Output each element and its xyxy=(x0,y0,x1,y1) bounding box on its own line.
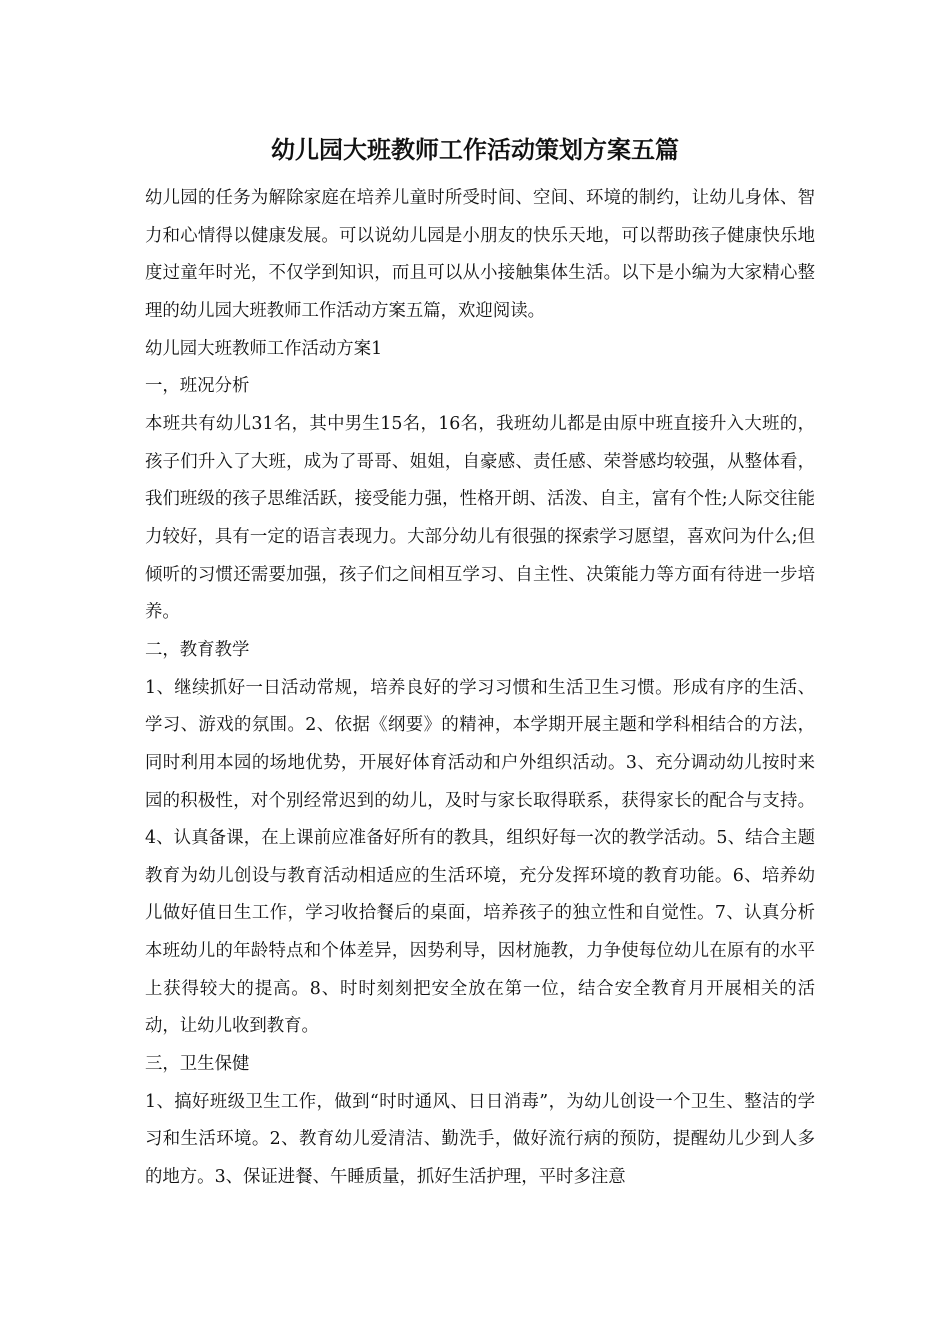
health-paragraph: 1、搞好班级卫生工作，做到“时时通风、日日消毒”，为幼儿创设一个卫生、整洁的学习和生活环境。2、教育幼儿爱清洁、勤洗手，做好流行病的预防，提醒幼儿少到人多的地方。3、保证进餐、午睡质量，抓好生活护理，平时多注意 xyxy=(145,1091,815,1188)
class-analysis-paragraph: 本班共有幼儿31名，其中男生15名，16名，我班幼儿都是由原中班直接升入大班的，孩子们升入了大班，成为了哥哥、姐姐，自豪感、责任感、荣誉感均较强，从整体看，我们班级的孩子思维活跃，接受能力强，性格开朗、活泼、自主，富有个性;人际交往能力较好，具有一定的语言表现力。大部分幼儿有很强的探索学习愿望，喜欢问为什么;但倾听的习惯还需要加强，孩子们之间相互学习、自主性、决策能力等方面有待进一步培养。 xyxy=(145,413,815,623)
section-heading-health: 三，卫生保健 xyxy=(145,1054,250,1075)
section-heading-class-analysis: 一，班况分析 xyxy=(145,376,250,397)
document-body xyxy=(145,180,815,1197)
section-heading-education: 二，教育教学 xyxy=(145,639,250,660)
education-paragraph: 1、继续抓好一日活动常规，培养良好的学习习惯和生活卫生习惯。形成有序的生活、学习、游戏的氛围。2、依据《纲要》的精神，本学期开展主题和学科相结合的方法，同时利用本园的场地优势，开展好体育活动和户外组织活动。3、充分调动幼儿按时来园的积极性，对个别经常迟到的幼儿，及时与家长取得联系，获得家长的配合与支持。4、认真备课，在上课前应准备好所有的教具，组织好每一次的教学活动。5、结合主题教育为幼儿创设与教育活动相适应的生活环境，充分发挥环境的教育功能。6、培养幼儿做好值日生工作，学习收拾餐后的桌面，培养孩子的独立性和自觉性。7、认真分析本班幼儿的年龄特点和个体差异，因势利导，因材施教，力争使每位幼儿在原有的水平上获得较大的提高。8、时时刻刻把安全放在第一位，结合安全教育月开展相关的活动，让幼儿收到教育。 xyxy=(145,677,815,1037)
plan-heading: 幼儿园大班教师工作活动方案1 xyxy=(145,338,383,359)
document-title: 幼儿园大班教师工作活动策划方案五篇 xyxy=(271,135,679,164)
intro-paragraph: 幼儿园的任务为解除家庭在培养儿童时所受时间、空间、环境的制约，让幼儿身体、智力和心情得以健康发展。可以说幼儿园是小朋友的快乐天地，可以帮助孩子健康快乐地度过童年时光，不仅学到知识，而且可以从小接触集体生活。以下是小编为大家精心整理的幼儿园大班教师工作活动方案五篇，欢迎阅读。 xyxy=(145,188,815,321)
